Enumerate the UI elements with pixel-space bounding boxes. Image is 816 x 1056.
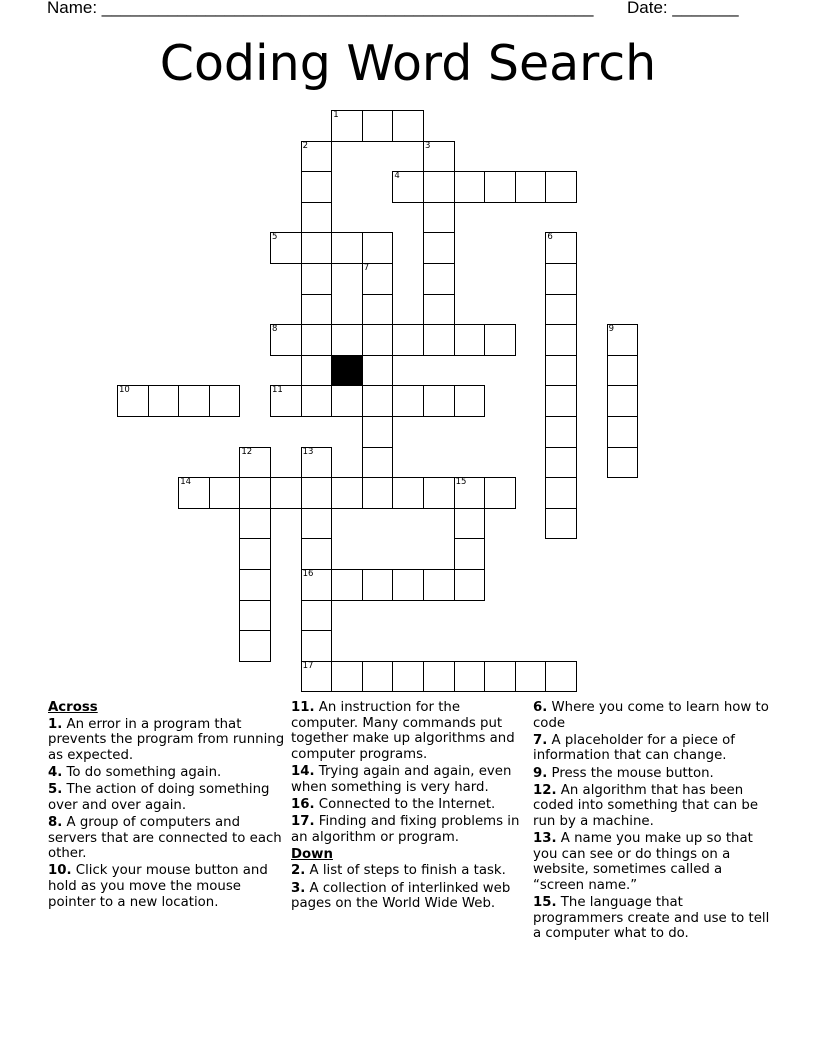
grid-cell[interactable] — [301, 508, 333, 540]
grid-cell[interactable] — [515, 171, 547, 203]
grid-cell[interactable] — [301, 385, 333, 417]
grid-cell[interactable] — [545, 447, 577, 479]
grid-cell[interactable] — [239, 630, 271, 662]
clue-item-text: A placeholder for a piece of information that can change. — [533, 732, 735, 764]
grid-cell[interactable] — [270, 385, 302, 417]
clue-number: 12 — [241, 446, 253, 457]
grid-cell[interactable] — [545, 385, 577, 417]
grid-cell[interactable] — [301, 538, 333, 570]
grid-cell[interactable] — [362, 232, 394, 264]
clue-item — [533, 831, 773, 893]
clue-item-text: Where you come to learn how to code — [533, 700, 769, 731]
clue-item-text: A group of computers and servers that are connected to each other. — [48, 814, 282, 862]
grid-cell[interactable] — [362, 324, 394, 356]
grid-cell[interactable] — [607, 355, 639, 387]
grid-cell[interactable] — [423, 569, 455, 601]
grid-cell[interactable] — [362, 416, 394, 448]
grid-cell[interactable] — [301, 202, 333, 234]
name-line: Name: ____________________________________________________ — [47, 0, 594, 17]
clue-number: 4 — [394, 171, 400, 182]
clue-number: 7 — [363, 263, 370, 273]
clue-item-number: 10. — [48, 863, 72, 879]
clue-number: 3 — [425, 140, 431, 151]
grid-cell[interactable] — [392, 385, 424, 417]
date-line: Date: _______ — [627, 0, 739, 17]
grid-cell[interactable] — [392, 661, 424, 693]
clue-item-text: Click your mouse button and hold as you move the mouse pointer to a new location. — [48, 863, 268, 910]
grid-cell[interactable] — [178, 477, 210, 509]
down-clue-list — [291, 863, 526, 911]
grid-cell[interactable] — [484, 477, 516, 509]
grid-cell[interactable] — [545, 263, 577, 295]
clue-item-text: Press the mouse button. — [547, 765, 714, 781]
clue-item — [48, 717, 288, 764]
clue-item-number: 8. — [48, 814, 63, 830]
clue-item-text: A collection of interlinked web pages on the World Wide Web. — [291, 880, 511, 912]
grid-cell[interactable] — [545, 232, 577, 264]
across-clue-list-continued — [291, 700, 526, 845]
grid-cell[interactable] — [392, 477, 424, 509]
clue-item-text: An algorithm that has been coded into something that can be run by a machine. — [533, 782, 759, 829]
grid-cell[interactable] — [239, 447, 271, 479]
clue-item — [533, 766, 773, 782]
grid-cell[interactable] — [301, 294, 333, 326]
grid-cell[interactable] — [301, 447, 333, 479]
grid-cell[interactable] — [362, 385, 394, 417]
clue-item-number: 9. — [533, 765, 548, 781]
clue-item-number: 5. — [48, 782, 63, 798]
grid-cell[interactable] — [362, 355, 394, 387]
clue-number: 2 — [302, 140, 309, 151]
clue-item-number: 2. — [291, 863, 306, 879]
clue-item — [291, 700, 526, 762]
clue-number: 14 — [180, 477, 192, 488]
grid-cell[interactable] — [607, 324, 639, 356]
grid-cell[interactable] — [301, 263, 333, 295]
grid-cell[interactable] — [301, 324, 333, 356]
clue-item-number: 16. — [291, 796, 315, 812]
grid-cell[interactable] — [484, 661, 516, 693]
grid-cell[interactable] — [301, 171, 333, 203]
grid-cell[interactable] — [301, 232, 333, 264]
grid-cell[interactable] — [392, 324, 424, 356]
grid-cell[interactable] — [607, 416, 639, 448]
grid-cell[interactable] — [148, 385, 180, 417]
grid-cell[interactable] — [545, 661, 577, 693]
grid-cell[interactable] — [545, 171, 577, 203]
clue-item-number: 17. — [291, 813, 315, 829]
grid-cell[interactable] — [301, 355, 333, 387]
grid-cell[interactable] — [209, 477, 241, 509]
clue-number: 13 — [302, 446, 314, 457]
grid-cell[interactable] — [270, 324, 302, 356]
grid-cell[interactable] — [301, 141, 333, 173]
clue-item-number: 15. — [533, 895, 557, 911]
clue-item — [48, 815, 288, 862]
clue-item-number: 1. — [48, 716, 63, 732]
clue-column-3 — [533, 700, 773, 943]
grid-cell[interactable] — [362, 569, 394, 601]
across-heading: Across — [48, 700, 98, 715]
clue-item-text: To do something again. — [62, 764, 222, 780]
grid-cell[interactable] — [331, 569, 363, 601]
grid-cell[interactable] — [301, 600, 333, 632]
clue-column-2 — [291, 700, 526, 913]
clue-number: 15 — [455, 477, 467, 488]
grid-cell[interactable] — [209, 385, 241, 417]
grid-cell[interactable] — [484, 171, 516, 203]
down-heading: Down — [291, 846, 333, 862]
grid-cell[interactable] — [484, 324, 516, 356]
clue-item — [533, 700, 773, 731]
clue-item-number: 7. — [533, 732, 548, 748]
clue-item — [291, 881, 526, 912]
clue-item — [291, 814, 526, 845]
clue-number: 9 — [608, 324, 615, 335]
clue-item-text: The language that programmers create and use to tell a computer what to do. — [533, 895, 770, 942]
clue-item-text: The action of doing something over and over again. — [48, 782, 270, 813]
grid-cell[interactable] — [423, 263, 455, 295]
clue-item — [291, 863, 526, 879]
grid-cell[interactable] — [331, 110, 363, 142]
clue-column-1 — [48, 700, 288, 912]
grid-cell[interactable] — [454, 569, 486, 601]
grid-cell[interactable] — [423, 171, 455, 203]
clue-number: 6 — [547, 232, 553, 243]
clue-item-text: A list of steps to finish a task. — [305, 863, 506, 879]
grid-cell[interactable] — [545, 508, 577, 540]
page-title: Coding Word Search — [159, 35, 657, 92]
grid-cell[interactable] — [331, 232, 363, 264]
grid-cell[interactable] — [423, 477, 455, 509]
grid-cell[interactable] — [392, 110, 424, 142]
grid-cell[interactable] — [239, 538, 271, 570]
clue-item-number: 14. — [291, 763, 315, 779]
grid-cell[interactable] — [423, 324, 455, 356]
clue-item — [533, 783, 773, 830]
clue-item-text: Finding and fixing problems in an algorithm or program. — [291, 813, 520, 845]
grid-cell[interactable] — [454, 385, 486, 417]
clue-item-text: Connected to the Internet. — [314, 796, 496, 812]
grid-cell[interactable] — [454, 661, 486, 693]
grid-cell[interactable] — [270, 477, 302, 509]
grid-cell[interactable] — [392, 171, 424, 203]
grid-cell[interactable] — [423, 141, 455, 173]
clue-number: 10 — [119, 385, 130, 396]
grid-cell[interactable] — [607, 447, 639, 479]
clue-item-number: 11. — [291, 700, 315, 715]
clue-item-text: A name you make up so that you can see or do things on a website, sometimes called a “screen name.” — [533, 831, 753, 893]
clue-number: 5 — [272, 232, 278, 243]
grid-cell[interactable] — [239, 477, 271, 509]
grid-cell[interactable] — [423, 232, 455, 264]
grid-cell[interactable] — [239, 569, 271, 601]
grid-cell[interactable] — [454, 324, 486, 356]
grid-cell[interactable] — [178, 385, 210, 417]
clue-item-number: 12. — [533, 782, 557, 798]
down-clue-list-continued — [533, 700, 773, 942]
clue-number: 11 — [272, 385, 283, 396]
grid-cell[interactable] — [454, 508, 486, 540]
grid-cell[interactable] — [454, 171, 486, 203]
grid-cell[interactable] — [454, 477, 486, 509]
grid-cell[interactable] — [362, 263, 394, 295]
grid-cell[interactable] — [331, 661, 363, 693]
across-clue-list — [48, 717, 288, 911]
grid-block — [331, 355, 363, 387]
clue-number: 17 — [302, 660, 314, 671]
clue-item — [533, 733, 773, 764]
clue-item — [291, 764, 526, 795]
clue-item-number: 13. — [533, 831, 557, 847]
clue-item-text: An error in a program that prevents the program from running as expected. — [48, 716, 285, 763]
grid-cell[interactable] — [545, 294, 577, 326]
grid-cell[interactable] — [607, 385, 639, 417]
clue-item-text: Trying again and again, even when something is very hard. — [291, 763, 512, 795]
grid-cell[interactable] — [545, 416, 577, 448]
grid-cell[interactable] — [423, 385, 455, 417]
clue-item — [533, 895, 773, 942]
grid-cell[interactable] — [301, 630, 333, 662]
clue-number: 1 — [333, 110, 339, 120]
clue-item — [48, 765, 288, 781]
grid-cell[interactable] — [331, 477, 363, 509]
grid-cell[interactable] — [239, 508, 271, 540]
grid-cell[interactable] — [545, 477, 577, 509]
grid-cell[interactable] — [331, 324, 363, 356]
grid-cell[interactable] — [515, 661, 547, 693]
clue-item — [291, 797, 526, 813]
grid-cell[interactable] — [362, 477, 394, 509]
grid-cell[interactable] — [423, 661, 455, 693]
clue-item-number: 4. — [48, 764, 63, 780]
grid-cell[interactable] — [239, 600, 271, 632]
clue-number: 8 — [272, 324, 278, 335]
grid-cell[interactable] — [362, 294, 394, 326]
grid-cell[interactable] — [454, 538, 486, 570]
grid-cell[interactable] — [270, 232, 302, 264]
grid-cell[interactable] — [301, 569, 333, 601]
grid-cell[interactable] — [362, 661, 394, 693]
clue-item-number: 6. — [533, 700, 548, 715]
clue-item — [48, 782, 288, 813]
grid-cell[interactable] — [301, 477, 333, 509]
grid-cell[interactable] — [392, 569, 424, 601]
grid-cell[interactable] — [117, 385, 149, 417]
grid-cell[interactable] — [545, 355, 577, 387]
grid-cell[interactable] — [362, 447, 394, 479]
clue-item-text: An instruction for the computer. Many commands put together make up algorithms and computer programs. — [291, 700, 515, 762]
grid-cell[interactable] — [423, 294, 455, 326]
clue-item-number: 3. — [291, 880, 306, 896]
clue-item — [48, 863, 288, 910]
clue-number: 16 — [302, 569, 314, 579]
grid-cell[interactable] — [301, 661, 333, 693]
grid-cell[interactable] — [331, 385, 363, 417]
grid-cell[interactable] — [362, 110, 394, 142]
grid-cell[interactable] — [423, 202, 455, 234]
grid-cell[interactable] — [545, 324, 577, 356]
